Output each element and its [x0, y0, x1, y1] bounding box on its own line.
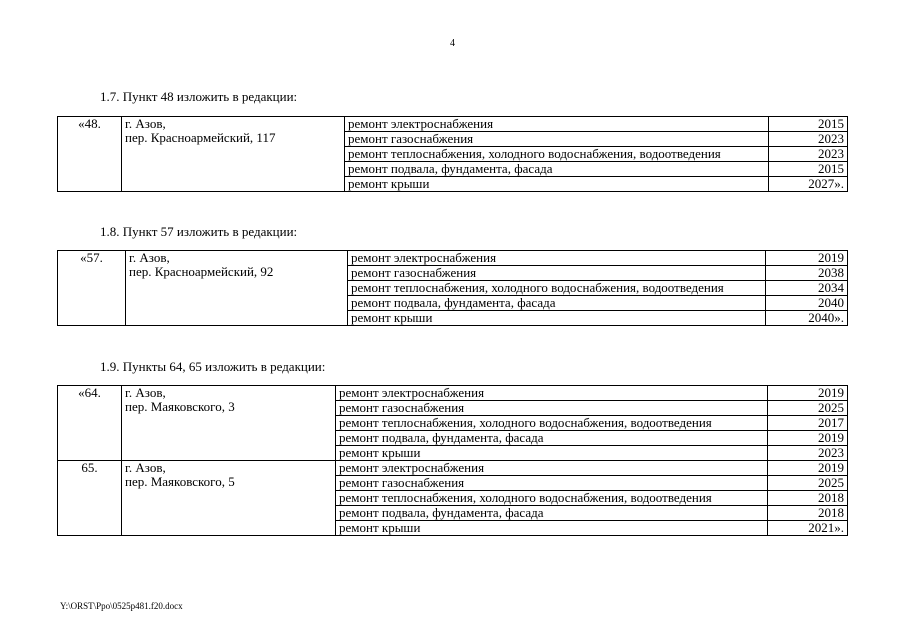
- work-year: 2025: [768, 476, 848, 491]
- work-name: ремонт подвала, фундамента, фасада: [336, 431, 768, 446]
- work-year: 2025: [768, 401, 848, 416]
- section-heading-1-9: 1.9. Пункты 64, 65 изложить в редакции:: [100, 359, 326, 374]
- item-address: [122, 461, 336, 536]
- work-name: ремонт электроснабжения: [336, 386, 768, 401]
- work-name: ремонт крыши: [336, 521, 768, 536]
- address-city: г. Азов,: [125, 460, 166, 475]
- work-year: 2023: [769, 132, 848, 147]
- work-name: ремонт электроснабжения: [348, 251, 766, 266]
- amendment-table-64-65: [57, 385, 848, 536]
- work-year: 2027».: [769, 177, 848, 192]
- work-year: 2015: [769, 117, 848, 132]
- work-year: 2018: [768, 491, 848, 506]
- address-city: г. Азов,: [125, 116, 166, 131]
- address-street: пер. Красноармейский, 92: [129, 264, 274, 279]
- section-heading-1-7: 1.7. Пункт 48 изложить в редакции:: [100, 89, 298, 104]
- address-street: пер. Маяковского, 5: [125, 474, 235, 489]
- work-year: 2038: [766, 266, 848, 281]
- work-year: 2019: [768, 386, 848, 401]
- work-year: 2019: [768, 431, 848, 446]
- work-name: ремонт газоснабжения: [345, 132, 769, 147]
- work-year: 2017: [768, 416, 848, 431]
- item-number: «64.: [58, 386, 122, 461]
- file-path-footer: Y:\ORST\Ppo\0525p481.f20.docx: [60, 601, 183, 611]
- table-row: [58, 117, 848, 132]
- work-name: ремонт крыши: [345, 177, 769, 192]
- work-name: ремонт газоснабжения: [336, 476, 768, 491]
- section-heading-1-8: 1.8. Пункт 57 изложить в редакции:: [100, 224, 298, 239]
- work-name: ремонт электроснабжения: [345, 117, 769, 132]
- table-row: [58, 461, 848, 476]
- item-address: [126, 251, 348, 326]
- page-number: 4: [450, 38, 455, 49]
- work-year: 2040: [766, 296, 848, 311]
- work-year: 2018: [768, 506, 848, 521]
- work-name: ремонт электроснабжения: [336, 461, 768, 476]
- work-year: 2023: [768, 446, 848, 461]
- work-year: 2021».: [768, 521, 848, 536]
- item-address: [122, 386, 336, 461]
- item-address: [122, 117, 345, 192]
- work-name: ремонт теплоснабжения, холодного водоснабжения, водоотведения: [348, 281, 766, 296]
- work-name: ремонт газоснабжения: [336, 401, 768, 416]
- work-name: ремонт подвала, фундамента, фасада: [345, 162, 769, 177]
- work-name: ремонт крыши: [336, 446, 768, 461]
- address-street: пер. Красноармейский, 117: [125, 130, 276, 145]
- work-name: ремонт газоснабжения: [348, 266, 766, 281]
- work-name: ремонт крыши: [348, 311, 766, 326]
- work-name: ремонт подвала, фундамента, фасада: [336, 506, 768, 521]
- address-street: пер. Маяковского, 3: [125, 399, 235, 414]
- item-number: «57.: [58, 251, 126, 326]
- item-number: 65.: [58, 461, 122, 536]
- address-city: г. Азов,: [129, 250, 170, 265]
- work-year: 2040».: [766, 311, 848, 326]
- work-year: 2034: [766, 281, 848, 296]
- work-year: 2019: [768, 461, 848, 476]
- work-name: ремонт теплоснабжения, холодного водоснабжения, водоотведения: [345, 147, 769, 162]
- work-name: ремонт теплоснабжения, холодного водоснабжения, водоотведения: [336, 491, 768, 506]
- work-year: 2015: [769, 162, 848, 177]
- address-city: г. Азов,: [125, 385, 166, 400]
- item-number: «48.: [58, 117, 122, 192]
- work-name: ремонт теплоснабжения, холодного водоснабжения, водоотведения: [336, 416, 768, 431]
- table-row: [58, 386, 848, 401]
- work-year: 2019: [766, 251, 848, 266]
- amendment-table-57: [57, 250, 848, 326]
- work-year: 2023: [769, 147, 848, 162]
- table-row: [58, 251, 848, 266]
- work-name: ремонт подвала, фундамента, фасада: [348, 296, 766, 311]
- amendment-table-48: [57, 116, 848, 192]
